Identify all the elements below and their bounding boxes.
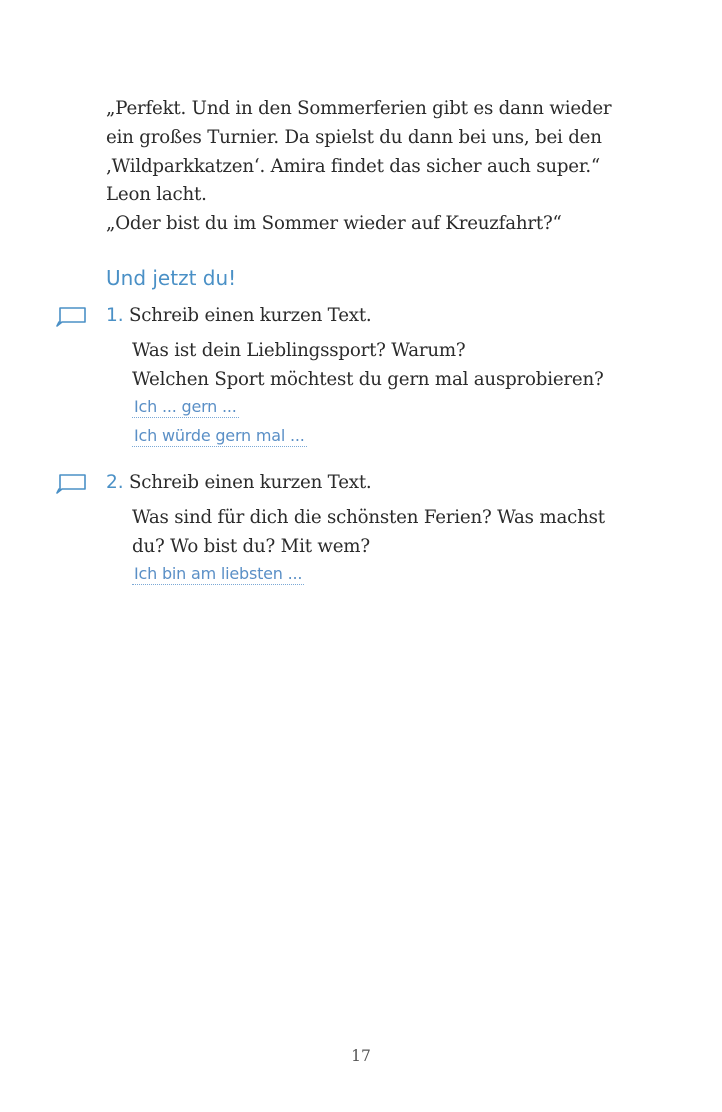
task-title: Schreib einen kurzen Text. [129,305,372,326]
writing-hint: Ich bin am liebsten ... [134,564,303,583]
task-number: 1. [106,305,124,326]
story-line: „Oder bist du im Sommer wieder auf Kreuzfahrt?“ [106,213,562,235]
page-number: 17 [351,1047,371,1065]
writing-hint: Ich würde gern mal ... [134,426,305,445]
task-title: Schreib einen kurzen Text. [129,472,372,493]
story-text [106,95,626,239]
story-line: „Perfekt. Und in den Sommerferien gibt es dann wieder [106,98,612,119]
task-number: 2. [106,472,124,493]
prompt-line: du? Wo bist du? Mit wem? [132,535,370,557]
prompt-line: Was ist dein Lieblingssport? Warum? [132,340,466,361]
section-heading: Und jetzt du! [106,266,237,290]
task-prompt [132,504,622,584]
speech-bubble-icon [54,472,88,494]
prompt-line: Welchen Sport möchtest du gern mal ausprobieren? [132,368,604,390]
task-prompt [132,337,622,446]
story-line: Leon lacht. [106,184,207,206]
prompt-line: Was sind für dich die schönsten Ferien? Was machst [132,507,605,528]
story-line: ein großes Turnier. Da spielst du dann bei uns, bei den [106,126,602,148]
story-line: ‚Wildparkkatzen‘. Amira findet das sicher auch super.“ [106,155,601,177]
writing-hint: Ich ... gern ... [134,397,237,416]
speech-bubble-icon [54,305,88,327]
